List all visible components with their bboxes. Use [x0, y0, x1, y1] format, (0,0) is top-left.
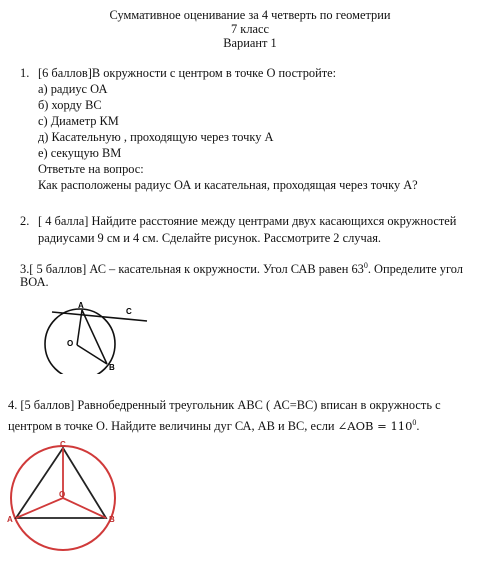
task3-line1-suffix: . Определите угол	[367, 262, 463, 277]
task1-number: 1.	[20, 66, 30, 80]
task3-line2: ВОА.	[20, 275, 49, 289]
task4-line1: 4. [5 баллов] Равнобедренный треугольник АВС ( АС=ВС) вписан в окружность с	[8, 398, 441, 412]
task3-degree: 0	[363, 261, 368, 270]
label-a: A	[78, 301, 84, 310]
task3-line1-prefix: 3.[ 5 баллов] АС – касательная к окружности. Угол САВ равен 63	[20, 262, 364, 277]
task4-angle-expression: ∠AOB = 110	[337, 419, 413, 434]
task1-question: Как расположены радиус ОА и касательная, проходящая через точку А?	[38, 178, 418, 192]
label-o: O	[67, 339, 74, 348]
task1-item-d: д) Касательную , проходящую через точку А	[38, 130, 274, 144]
task2-line1: [ 4 балла] Найдите расстояние между центрами двух касающихся окружностей	[38, 214, 457, 228]
task3-line1	[20, 258, 463, 277]
label-a: A	[7, 515, 13, 524]
task1-item-a: а) радиус ОА	[38, 82, 108, 96]
task4-figure	[4, 440, 122, 558]
variant-label: Вариант 1	[223, 36, 277, 50]
task4-line2-suffix: .	[416, 419, 420, 434]
task2-line2: радиусами 9 см и 4 см. Сделайте рисунок. Рассмотрите 2 случая.	[38, 231, 381, 245]
task1-question-label: Ответьте на вопрос:	[38, 162, 144, 176]
task1-item-c: с) Диаметр КМ	[38, 114, 119, 128]
label-o: O	[59, 490, 66, 499]
task3-figure	[30, 298, 150, 374]
label-c: C	[60, 440, 66, 449]
task4-line2-prefix: центром в точке О. Найдите величины дуг СА, АВ и ВС, если	[8, 419, 338, 434]
grade-label: 7 класс	[231, 22, 269, 36]
task1-item-e: е) секущую ВМ	[38, 146, 122, 160]
task4-line2	[8, 415, 420, 434]
label-b: B	[109, 515, 115, 524]
tangent-line-ac	[52, 312, 147, 321]
document-title: Суммативное оценивание за 4 четверть по геометрии	[109, 8, 391, 22]
task2-number: 2.	[20, 214, 30, 228]
label-b: B	[109, 363, 115, 372]
task1-item-b: б) хорду ВС	[38, 98, 102, 112]
task4-degree: 0	[412, 418, 417, 427]
label-c: C	[126, 307, 132, 316]
task1-intro: [6 баллов]В окружности с центром в точке О постройте:	[38, 66, 337, 80]
